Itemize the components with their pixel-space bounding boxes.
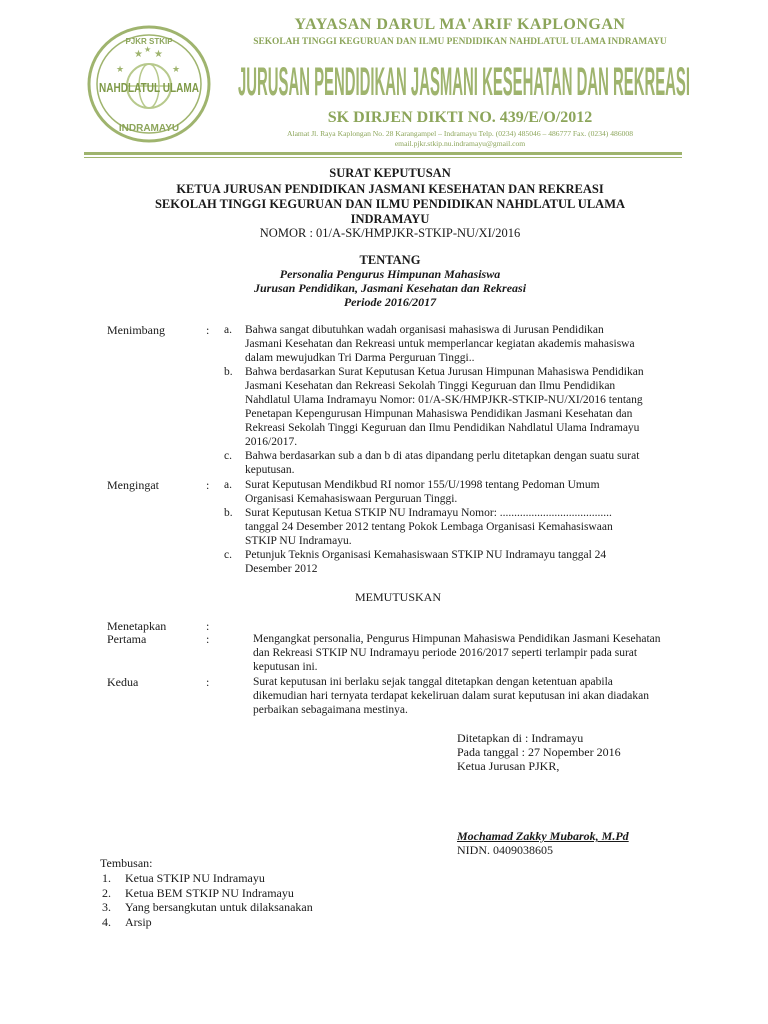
menimbang-label: Menimbang xyxy=(107,323,165,337)
doc-title: SURAT KEPUTUSAN xyxy=(329,166,451,180)
school-name: SEKOLAH TINGGI KEGURUAN DAN ILMU PENDIDIKAN NAHDLATUL ULAMA INDRAMAYU xyxy=(253,37,667,47)
menetapkan-label: Menetapkan xyxy=(107,619,167,633)
tentang-heading: TENTANG xyxy=(359,253,421,267)
pertama-label: Pertama xyxy=(107,632,147,646)
tembusan-num: 3. xyxy=(102,900,111,914)
institution-logo xyxy=(86,24,212,144)
sign-date: Pada tanggal : 27 Nopember 2016 xyxy=(457,745,621,759)
tembusan-label: Tembusan: xyxy=(100,856,153,870)
address-line: Alamat Jl. Raya Kaplongan No. 28 Karangampel – Indramayu Telp. (0234) 485046 – 486777 Fax. (0234) 486008 xyxy=(286,129,634,138)
tembusan-item: Arsip xyxy=(125,915,152,929)
svg-text:★: ★ xyxy=(154,49,163,60)
menimbang-item-a: Bahwa sangat dibutuhkan wadah organisasi mahasiswa di Jurusan Pendidikan Jasmani Kesehatan dan Rekreasi untuk memperlancar kegiatan akademis mahasiswa dalam mewujudkan Tri Darma Perguruan Tinggi.. xyxy=(245,324,635,364)
logo-bottom-text: INDRAMAYU xyxy=(118,123,180,134)
signatory-name: Mochamad Zakky Mubarok, M.Pd xyxy=(457,829,629,843)
address-block xyxy=(246,129,674,149)
kedua-text: Surat keputusan ini berlaku sejak tanggal ditetapkan dengan ketentuan apabila dikemudian hari ternyata terdapat kekeliruan dalam surat keputusan ini akan diadakan perbaikan sebagaimana mestinya. xyxy=(253,676,649,716)
tembusan-num: 2. xyxy=(102,886,111,900)
mengingat-item-c: Petunjuk Teknis Organisasi Kemahasiswaan STKIP NU Indramayu tanggal 24 Desember 2012 xyxy=(245,549,607,575)
svg-text:★: ★ xyxy=(172,64,181,74)
foundation-name: YAYASAN DARUL MA'ARIF KAPLONGAN xyxy=(294,16,626,33)
menimbang-marker-c: c. xyxy=(224,450,232,462)
svg-text:★: ★ xyxy=(116,64,125,74)
menimbang-marker-a: a. xyxy=(224,324,232,336)
pertama-text: Mengangkat personalia, Pengurus Himpunan Mahasiswa Pendidikan Jasmani Kesehatan dan Rekreasi STKIP NU Indramayu periode 2016/2017 seperti terlampir pada surat keputusan ini. xyxy=(253,633,661,673)
header-divider-thick xyxy=(84,152,682,155)
tembusan-item: Yang bersangkutan untuk dilaksanakan xyxy=(125,900,313,914)
email-line: email.pjkr.stkip.nu.indramayu@gmail.com xyxy=(394,139,526,148)
svg-text:★: ★ xyxy=(134,49,143,60)
tembusan-item: Ketua STKIP NU Indramayu xyxy=(125,871,265,885)
memutuskan-heading: MEMUTUSKAN xyxy=(355,590,442,604)
subject-line2: Jurusan Pendidikan, Jasmani Kesehatan dan Rekreasi xyxy=(253,281,527,295)
svg-text:★: ★ xyxy=(144,45,152,54)
doc-title-line4: INDRAMAYU xyxy=(350,212,430,226)
sign-place: Ditetapkan di : Indramayu xyxy=(457,731,584,745)
menimbang-item-c: Bahwa berdasarkan sub a dan b di atas dipandang perlu ditetapkan dengan suatu surat keputusan. xyxy=(245,450,640,476)
doc-title-line3: SEKOLAH TINGGI KEGURUAN DAN ILMU PENDIDIKAN NAHDLATUL ULAMA xyxy=(154,197,626,211)
department-name xyxy=(236,50,692,106)
menimbang-marker-b: b. xyxy=(224,366,233,378)
mengingat-label: Mengingat xyxy=(107,478,159,492)
mengingat-marker-a: a. xyxy=(224,479,232,491)
menimbang-colon: : xyxy=(206,323,210,337)
doc-title-line2: KETUA JURUSAN PENDIDIKAN JASMANI KESEHATAN DAN REKREASI xyxy=(176,182,604,196)
mengingat-marker-c: c. xyxy=(224,549,232,561)
accreditation-number: SK DIRJEN DIKTI NO. 439/E/O/2012 xyxy=(327,109,593,126)
menimbang-item-b: Bahwa berdasarkan Surat Keputusan Ketua Jurusan Himpunan Mahasiswa Pendidikan Jasmani Kesehatan dan Rekreasi Sekolah Tinggi Keguruan dan Ilmu Pendidikan Nahdlatul Ulama Indramayu Nomor: 01/A-SK/HMPJKR-STKIP-NU/XI/2016 tentang Penetapan Kepengurusan Himpunan Mahasiswa Pendidikan Jasmani Kesehatan dan Rekreasi Sekolah Tinggi Keguruan dan Ilmu Pendidikan Nahdlatul Ulama Indramayu 2016/2017. xyxy=(245,366,644,448)
mengingat-item-b: Surat Keputusan Ketua STKIP NU Indramayu Nomor: ....................................... tanggal 24 Desember 2012 tentang Pokok Lembaga Organisasi Kemahasiswaan STKIP NU Indramayu. xyxy=(245,507,613,547)
tembusan-item: Ketua BEM STKIP NU Indramayu xyxy=(125,886,294,900)
logo-mid-text: NAHDLATUL ULAMA xyxy=(99,80,200,95)
subject-line3: Periode 2016/2017 xyxy=(343,295,437,309)
menetapkan-colon: : xyxy=(206,619,210,633)
tembusan-num: 1. xyxy=(102,871,111,885)
kedua-label: Kedua xyxy=(107,675,139,689)
sign-position: Ketua Jurusan PJKR, xyxy=(457,759,560,773)
header-divider-thin xyxy=(84,157,682,158)
kedua-colon: : xyxy=(206,675,210,689)
mengingat-item-a: Surat Keputusan Mendikbud RI nomor 155/U/1998 tentang Pedoman Umum Organisasi Kemahasiswaan Perguruan Tinggi. xyxy=(245,479,600,505)
pertama-colon: : xyxy=(206,632,210,646)
mengingat-marker-b: b. xyxy=(224,507,233,519)
tembusan-num: 4. xyxy=(102,915,111,929)
mengingat-colon: : xyxy=(206,478,210,492)
logo-top-text: PJKR STKIP xyxy=(125,37,173,46)
subject-line1: Personalia Pengurus Himpunan Mahasiswa xyxy=(279,267,501,281)
doc-number: NOMOR : 01/A-SK/HMPJKR-STKIP-NU/XI/2016 xyxy=(259,226,521,240)
department-name-text: JURUSAN PENDIDIKAN JASMANI KESEHATAN DAN REKREASI xyxy=(238,60,690,104)
signatory-nidn: NIDN. 0409038605 xyxy=(457,843,553,857)
